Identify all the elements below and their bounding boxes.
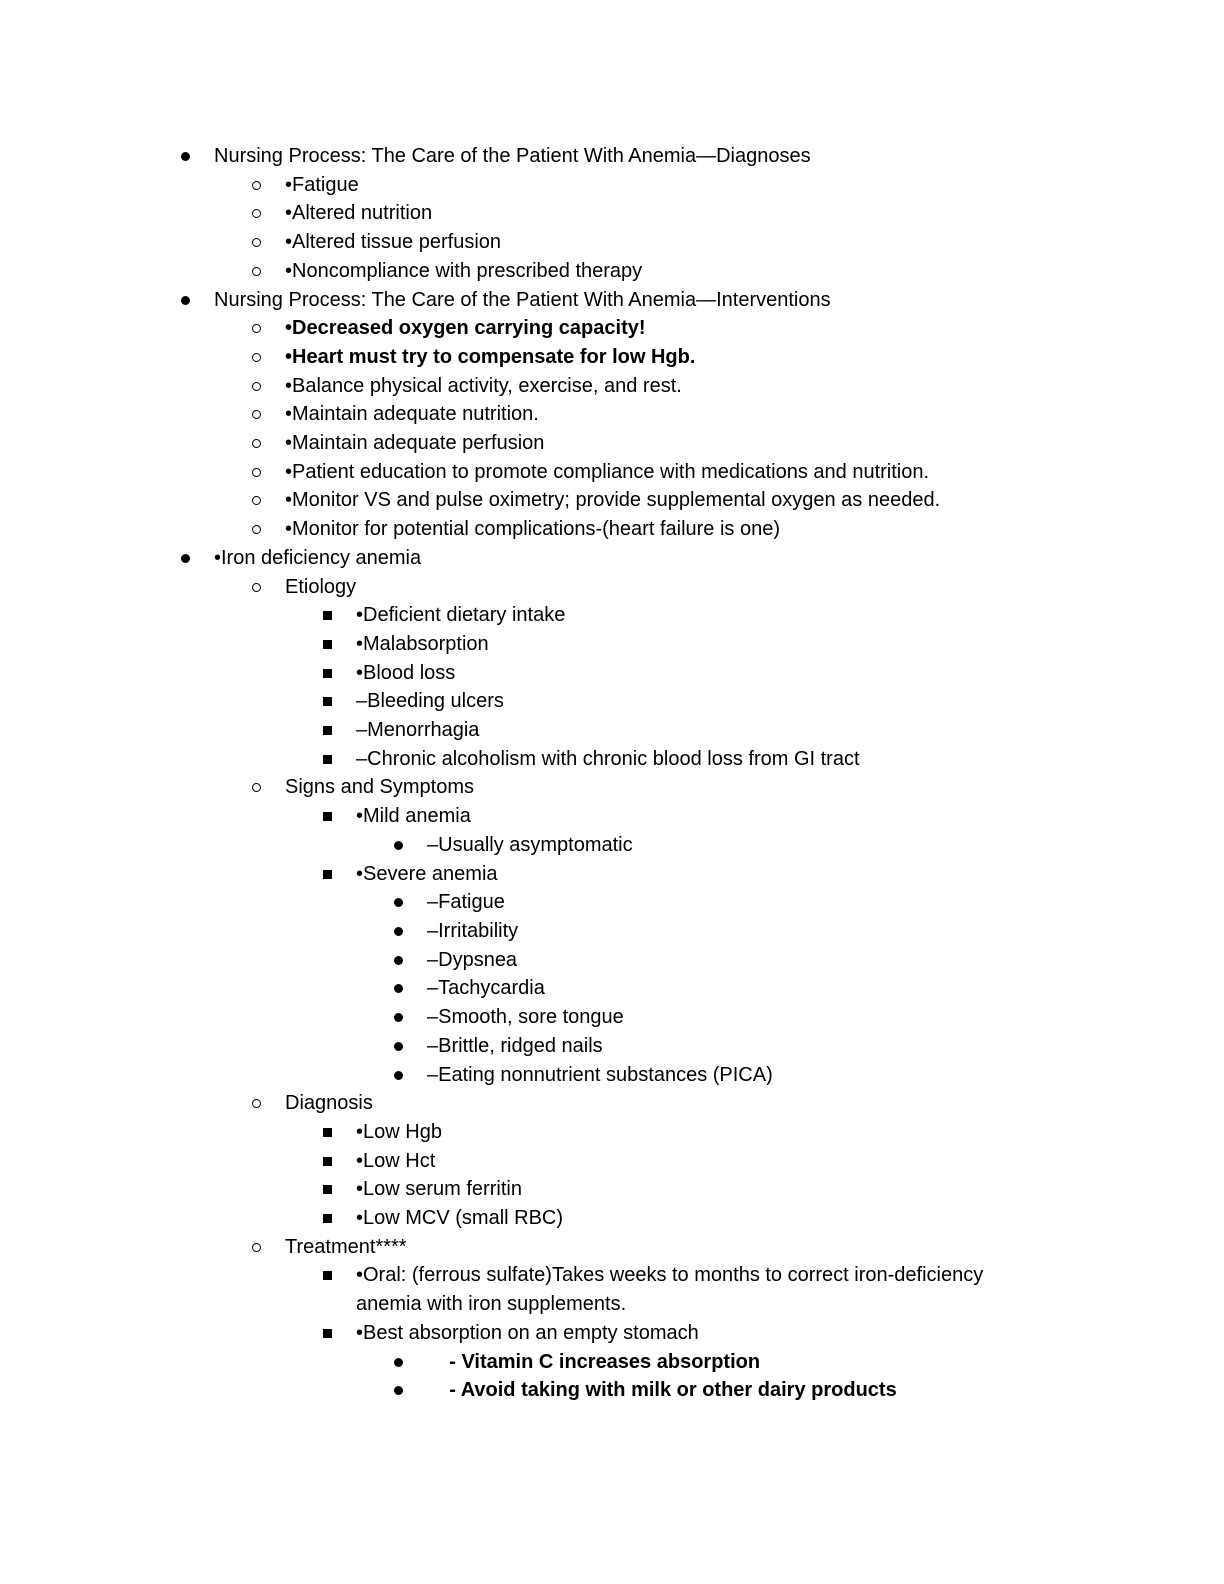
list-item-level-4	[0, 974, 1224, 1003]
list-item-level-2	[0, 372, 1224, 401]
list-item-level-3	[0, 1261, 1224, 1318]
list-item-text: •Deficient dietary intake	[356, 604, 566, 627]
filled-circle-bullet-icon	[394, 898, 403, 907]
list-item-text: –Usually asymptomatic	[427, 833, 633, 856]
list-item-level-3	[0, 1204, 1224, 1233]
list-item-text: •Low MCV (small RBC)	[356, 1207, 564, 1230]
square-bullet-icon	[323, 1157, 332, 1166]
filled-circle-bullet-icon	[394, 984, 403, 993]
list-item-text: –Irritability	[427, 919, 519, 942]
list-item-level-3	[0, 687, 1224, 716]
list-item-text: –Brittle, ridged nails	[427, 1034, 603, 1057]
square-bullet-icon	[323, 1329, 332, 1338]
hollow-circle-bullet-icon	[252, 468, 261, 477]
filled-circle-bullet-icon	[181, 152, 190, 161]
list-item-level-3	[0, 860, 1224, 889]
list-item-level-4	[0, 1003, 1224, 1032]
hollow-circle-bullet-icon	[252, 209, 261, 218]
hollow-circle-bullet-icon	[252, 181, 261, 190]
list-item-level-4	[0, 1032, 1224, 1061]
list-item-text: •Altered nutrition	[285, 202, 433, 225]
list-item-level-4	[0, 1376, 1224, 1405]
filled-circle-bullet-icon	[394, 927, 403, 936]
square-bullet-icon	[323, 697, 332, 706]
list-item-level-2	[0, 429, 1224, 458]
hollow-circle-bullet-icon	[252, 525, 261, 534]
filled-circle-bullet-icon	[394, 1071, 403, 1080]
list-item-text: •Oral: (ferrous sulfate)Takes weeks to months to correct iron-deficiency anemia with iron supplements.	[356, 1264, 989, 1316]
list-item-text: •Low Hgb	[356, 1120, 442, 1143]
list-item-level-2	[0, 400, 1224, 429]
list-item-text: Treatment****	[285, 1235, 407, 1258]
list-item-level-2	[0, 515, 1224, 544]
list-item-level-2	[0, 257, 1224, 286]
list-item-text: •Fatigue	[285, 173, 359, 196]
hollow-circle-bullet-icon	[252, 267, 261, 276]
list-item-level-2	[0, 314, 1224, 343]
list-item-level-4	[0, 888, 1224, 917]
filled-circle-bullet-icon	[394, 956, 403, 965]
square-bullet-icon	[323, 726, 332, 735]
hollow-circle-bullet-icon	[252, 783, 261, 792]
list-item-level-3	[0, 745, 1224, 774]
list-item-level-2	[0, 1233, 1224, 1262]
hollow-circle-bullet-icon	[252, 324, 261, 333]
list-item-text: –Tachycardia	[427, 977, 545, 1000]
list-item-level-2	[0, 343, 1224, 372]
list-item-level-4	[0, 1061, 1224, 1090]
list-item-level-2	[0, 228, 1224, 257]
list-item-text: •Low serum ferritin	[356, 1178, 522, 1201]
list-item-level-3	[0, 659, 1224, 688]
list-item-text: •Mild anemia	[356, 805, 471, 828]
square-bullet-icon	[323, 755, 332, 764]
list-item-level-4	[0, 946, 1224, 975]
hollow-circle-bullet-icon	[252, 410, 261, 419]
square-bullet-icon	[323, 1128, 332, 1137]
list-item-text: –Eating nonnutrient substances (PICA)	[427, 1063, 773, 1086]
filled-circle-bullet-icon	[181, 554, 190, 563]
list-item-level-1	[0, 142, 1224, 171]
list-item-level-1	[0, 544, 1224, 573]
list-item-text: Etiology	[285, 575, 357, 598]
list-item-text: •Severe anemia	[356, 862, 498, 885]
list-item-text: •Low Hct	[356, 1149, 436, 1172]
list-item-text: •Decreased oxygen carrying capacity!	[285, 317, 646, 340]
list-item-text: •Heart must try to compensate for low Hgb.	[285, 345, 696, 368]
list-item-level-4	[0, 1348, 1224, 1377]
list-item-text: –Smooth, sore tongue	[427, 1006, 624, 1029]
list-item-text: –Menorrhagia	[356, 719, 480, 742]
list-item-text: •Best absorption on an empty stomach	[356, 1321, 699, 1344]
list-item-level-3	[0, 1175, 1224, 1204]
list-item-level-4	[0, 917, 1224, 946]
square-bullet-icon	[323, 611, 332, 620]
list-item-level-3	[0, 802, 1224, 831]
list-item-text: •Malabsorption	[356, 632, 489, 655]
list-item-text: Nursing Process: The Care of the Patient With Anemia—Interventions	[214, 288, 831, 311]
hollow-circle-bullet-icon	[252, 353, 261, 362]
list-item-text: –Chronic alcoholism with chronic blood loss from GI tract	[356, 747, 860, 770]
list-item-text: - Avoid taking with milk or other dairy products	[427, 1379, 897, 1402]
list-item-text: –Dypsnea	[427, 948, 518, 971]
square-bullet-icon	[323, 669, 332, 678]
filled-circle-bullet-icon	[394, 1358, 403, 1367]
list-item-level-2	[0, 773, 1224, 802]
square-bullet-icon	[323, 640, 332, 649]
list-item-level-2	[0, 171, 1224, 200]
list-item-level-3	[0, 1319, 1224, 1348]
square-bullet-icon	[323, 1214, 332, 1223]
list-item-text: - Vitamin C increases absorption	[427, 1350, 761, 1373]
square-bullet-icon	[323, 1185, 332, 1194]
list-item-level-3	[0, 630, 1224, 659]
hollow-circle-bullet-icon	[252, 439, 261, 448]
square-bullet-icon	[323, 870, 332, 879]
list-item-level-3	[0, 1118, 1224, 1147]
list-item-text: •Noncompliance with prescribed therapy	[285, 259, 643, 282]
hollow-circle-bullet-icon	[252, 583, 261, 592]
list-item-level-2	[0, 1089, 1224, 1118]
list-item-level-2	[0, 458, 1224, 487]
hollow-circle-bullet-icon	[252, 238, 261, 247]
filled-circle-bullet-icon	[394, 1386, 403, 1395]
list-item-text: •Altered tissue perfusion	[285, 231, 502, 254]
list-item-level-3	[0, 716, 1224, 745]
list-item-level-4	[0, 831, 1224, 860]
filled-circle-bullet-icon	[394, 841, 403, 850]
list-item-text: •Balance physical activity, exercise, and rest.	[285, 374, 682, 397]
list-item-text: Nursing Process: The Care of the Patient With Anemia—Diagnoses	[214, 145, 811, 167]
list-item-level-2	[0, 199, 1224, 228]
hollow-circle-bullet-icon	[252, 1243, 261, 1252]
filled-circle-bullet-icon	[394, 1042, 403, 1051]
filled-circle-bullet-icon	[181, 296, 190, 305]
list-item-text: Signs and Symptoms	[285, 776, 474, 799]
hollow-circle-bullet-icon	[252, 1099, 261, 1108]
list-item-text: Diagnosis	[285, 1092, 373, 1115]
filled-circle-bullet-icon	[394, 1013, 403, 1022]
square-bullet-icon	[323, 812, 332, 821]
list-item-level-3	[0, 1147, 1224, 1176]
list-item-text: •Monitor VS and pulse oximetry; provide supplemental oxygen as needed.	[285, 489, 941, 512]
document-outline	[0, 142, 1224, 1405]
list-item-text: •Blood loss	[356, 661, 456, 684]
square-bullet-icon	[323, 1271, 332, 1280]
list-item-level-2	[0, 486, 1224, 515]
list-item-level-1	[0, 286, 1224, 315]
list-item-text: –Bleeding ulcers	[356, 690, 504, 713]
list-item-text: •Monitor for potential complications-(heart failure is one)	[285, 518, 780, 541]
list-item-level-3	[0, 601, 1224, 630]
list-item-text: •Iron deficiency anemia	[214, 546, 422, 569]
hollow-circle-bullet-icon	[252, 382, 261, 391]
list-item-text: •Maintain adequate perfusion	[285, 432, 545, 455]
list-item-text: •Patient education to promote compliance with medications and nutrition.	[285, 460, 930, 483]
list-item-level-2	[0, 573, 1224, 602]
list-item-text: –Fatigue	[427, 891, 505, 914]
list-item-text: •Maintain adequate nutrition.	[285, 403, 539, 426]
hollow-circle-bullet-icon	[252, 496, 261, 505]
